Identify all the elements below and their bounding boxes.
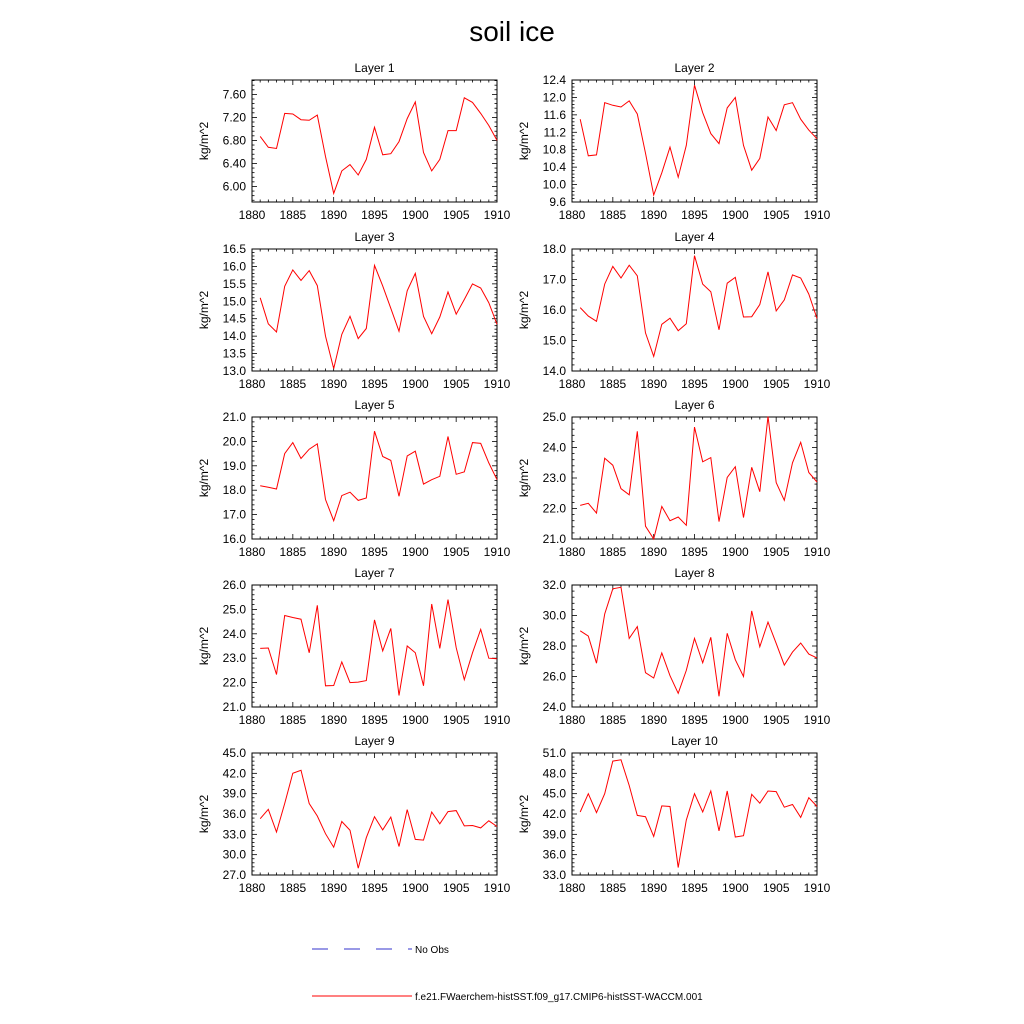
chart-panel bbox=[197, 230, 511, 391]
y-tick-label: 24.0 bbox=[542, 700, 566, 714]
y-tick-label: 33.0 bbox=[222, 827, 246, 842]
x-tick-label: 1910 bbox=[803, 208, 831, 222]
y-axis-label: kg/m^2 bbox=[517, 794, 531, 834]
x-tick-label: 1880 bbox=[238, 377, 266, 391]
x-tick-label: 1895 bbox=[361, 713, 388, 727]
y-tick-label: 16.5 bbox=[222, 242, 246, 256]
panel-title: Layer 3 bbox=[354, 230, 395, 244]
x-tick-label: 1900 bbox=[401, 881, 429, 895]
y-tick-label: 48.0 bbox=[542, 766, 566, 781]
x-tick-label: 1890 bbox=[320, 545, 348, 559]
y-tick-label: 30.0 bbox=[222, 847, 246, 862]
y-tick-label: 18.0 bbox=[222, 483, 246, 498]
series-line bbox=[260, 431, 497, 521]
y-tick-label: 20.0 bbox=[222, 434, 246, 449]
y-tick-label: 6.40 bbox=[222, 156, 246, 171]
series-line bbox=[580, 85, 817, 195]
legend-label-no-obs: No Obs bbox=[415, 945, 449, 956]
y-tick-label: 26.0 bbox=[542, 669, 566, 684]
x-tick-label: 1890 bbox=[320, 377, 348, 391]
y-axis-label: kg/m^2 bbox=[197, 121, 211, 161]
y-tick-label: 16.0 bbox=[222, 259, 246, 274]
x-tick-label: 1905 bbox=[762, 713, 790, 727]
y-tick-label: 18.0 bbox=[542, 242, 566, 256]
panel-title: Layer 10 bbox=[671, 734, 718, 748]
x-tick-label: 1880 bbox=[558, 208, 586, 222]
y-tick-label: 32.0 bbox=[542, 578, 566, 592]
y-tick-label: 16.0 bbox=[222, 532, 246, 546]
x-tick-label: 1890 bbox=[640, 208, 668, 222]
y-tick-label: 42.0 bbox=[542, 807, 566, 821]
y-tick-label: 10.8 bbox=[542, 142, 566, 157]
y-tick-label: 27.0 bbox=[222, 868, 246, 882]
y-tick-label: 12.0 bbox=[542, 90, 566, 105]
y-axis-label: kg/m^2 bbox=[197, 626, 211, 666]
x-tick-label: 1900 bbox=[721, 377, 749, 391]
y-tick-label: 7.20 bbox=[222, 110, 246, 125]
y-axis-label: kg/m^2 bbox=[197, 458, 211, 498]
x-tick-label: 1910 bbox=[483, 545, 511, 559]
y-axis-label: kg/m^2 bbox=[197, 794, 211, 834]
panel-title: Layer 4 bbox=[674, 230, 715, 244]
x-tick-label: 1880 bbox=[238, 881, 266, 895]
x-tick-label: 1890 bbox=[640, 545, 668, 559]
y-tick-label: 17.0 bbox=[222, 507, 246, 522]
x-tick-label: 1900 bbox=[721, 208, 749, 222]
x-tick-label: 1895 bbox=[361, 377, 388, 391]
y-tick-label: 11.2 bbox=[543, 125, 566, 140]
legend-label-model: f.e21.FWaerchem-histSST.f09_g17.CMIP6-histSST-WACCM.001 bbox=[415, 992, 703, 1003]
x-tick-label: 1895 bbox=[681, 881, 708, 895]
y-tick-label: 10.4 bbox=[542, 160, 566, 175]
x-tick-label: 1910 bbox=[803, 881, 831, 895]
y-tick-label: 13.0 bbox=[222, 364, 246, 378]
x-tick-label: 1895 bbox=[681, 377, 708, 391]
x-tick-label: 1880 bbox=[558, 377, 586, 391]
x-tick-label: 1890 bbox=[320, 713, 348, 727]
series-line bbox=[580, 760, 817, 868]
x-tick-label: 1905 bbox=[762, 377, 790, 391]
y-axis-label: kg/m^2 bbox=[517, 626, 531, 666]
y-tick-label: 23.0 bbox=[222, 651, 246, 666]
x-tick-label: 1880 bbox=[558, 881, 586, 895]
y-axis-label: kg/m^2 bbox=[517, 458, 531, 498]
series-line bbox=[260, 600, 497, 696]
plot-frame bbox=[572, 585, 817, 707]
panel-title: Layer 9 bbox=[354, 734, 395, 748]
plot-frame bbox=[572, 417, 817, 539]
y-tick-label: 17.0 bbox=[542, 272, 566, 287]
x-tick-label: 1905 bbox=[442, 545, 470, 559]
y-tick-label: 22.0 bbox=[222, 675, 246, 690]
x-tick-label: 1905 bbox=[762, 545, 790, 559]
y-tick-label: 21.0 bbox=[222, 410, 246, 424]
chart-panel bbox=[517, 734, 831, 895]
x-tick-label: 1885 bbox=[279, 377, 307, 391]
y-tick-label: 21.0 bbox=[222, 700, 246, 714]
y-tick-label: 24.0 bbox=[222, 626, 246, 641]
y-tick-label: 28.0 bbox=[542, 639, 566, 653]
series-line bbox=[260, 770, 497, 868]
y-tick-label: 13.5 bbox=[222, 346, 246, 361]
x-tick-label: 1885 bbox=[599, 377, 627, 391]
y-tick-label: 33.0 bbox=[542, 868, 566, 882]
x-tick-label: 1895 bbox=[361, 881, 388, 895]
y-tick-label: 9.6 bbox=[549, 195, 566, 209]
x-tick-label: 1880 bbox=[238, 208, 266, 222]
x-tick-label: 1885 bbox=[279, 208, 307, 222]
x-tick-label: 1895 bbox=[681, 545, 708, 559]
plot-frame bbox=[252, 80, 497, 202]
x-tick-label: 1910 bbox=[803, 713, 831, 727]
y-tick-label: 42.0 bbox=[222, 766, 246, 781]
series-line bbox=[260, 98, 497, 194]
y-axis-label: kg/m^2 bbox=[517, 290, 531, 330]
x-tick-label: 1885 bbox=[279, 713, 307, 727]
y-tick-label: 45.0 bbox=[222, 746, 246, 760]
x-tick-label: 1880 bbox=[558, 713, 586, 727]
x-tick-label: 1880 bbox=[558, 545, 586, 559]
chart-panel bbox=[517, 61, 831, 222]
x-tick-label: 1910 bbox=[803, 377, 831, 391]
plot-frame bbox=[572, 249, 817, 371]
y-tick-label: 26.0 bbox=[222, 578, 246, 592]
y-tick-label: 23.0 bbox=[542, 471, 566, 485]
x-tick-label: 1910 bbox=[803, 545, 831, 559]
x-tick-label: 1905 bbox=[442, 713, 470, 727]
x-tick-label: 1910 bbox=[483, 881, 511, 895]
x-tick-label: 1890 bbox=[320, 881, 348, 895]
y-tick-label: 16.0 bbox=[542, 303, 566, 317]
y-tick-label: 22.0 bbox=[542, 501, 566, 516]
x-tick-label: 1885 bbox=[599, 881, 627, 895]
y-tick-label: 15.5 bbox=[222, 276, 246, 291]
x-tick-label: 1890 bbox=[640, 377, 668, 391]
y-tick-label: 36.0 bbox=[542, 847, 566, 862]
y-tick-label: 15.0 bbox=[222, 294, 246, 309]
x-tick-label: 1885 bbox=[599, 208, 627, 222]
y-tick-label: 36.0 bbox=[222, 807, 246, 821]
x-tick-label: 1910 bbox=[483, 208, 511, 222]
chart-panel bbox=[517, 398, 831, 559]
y-tick-label: 15.0 bbox=[542, 333, 566, 348]
x-tick-label: 1910 bbox=[483, 377, 511, 391]
chart-panel bbox=[517, 230, 831, 391]
x-tick-label: 1890 bbox=[640, 881, 668, 895]
y-tick-label: 25.0 bbox=[222, 602, 246, 617]
y-tick-label: 21.0 bbox=[542, 532, 566, 546]
plot-frame bbox=[572, 80, 817, 202]
x-tick-label: 1895 bbox=[361, 545, 388, 559]
panel-title: Layer 1 bbox=[354, 61, 395, 75]
y-tick-label: 39.0 bbox=[542, 827, 566, 842]
y-tick-label: 11.6 bbox=[543, 107, 566, 122]
x-tick-label: 1885 bbox=[599, 713, 627, 727]
y-tick-label: 24.0 bbox=[542, 440, 566, 455]
series-line bbox=[580, 256, 817, 357]
y-tick-label: 45.0 bbox=[542, 786, 566, 801]
y-tick-label: 6.80 bbox=[222, 133, 246, 148]
x-tick-label: 1900 bbox=[401, 377, 429, 391]
x-tick-label: 1880 bbox=[238, 545, 266, 559]
series-line bbox=[580, 416, 817, 539]
x-tick-label: 1900 bbox=[721, 545, 749, 559]
x-tick-label: 1910 bbox=[483, 713, 511, 727]
plot-frame bbox=[252, 585, 497, 707]
chart-panel bbox=[197, 566, 511, 727]
y-tick-label: 14.0 bbox=[222, 329, 246, 344]
plot-frame bbox=[572, 753, 817, 875]
x-tick-label: 1900 bbox=[401, 208, 429, 222]
plot-frame bbox=[252, 753, 497, 875]
chart-panel bbox=[197, 734, 511, 895]
y-tick-label: 51.0 bbox=[542, 746, 566, 760]
y-axis-label: kg/m^2 bbox=[517, 121, 531, 161]
x-tick-label: 1905 bbox=[762, 881, 790, 895]
panel-title: Layer 2 bbox=[674, 61, 715, 75]
chart-panel bbox=[197, 398, 511, 559]
y-tick-label: 39.0 bbox=[222, 786, 246, 801]
y-tick-label: 12.4 bbox=[542, 73, 566, 87]
x-tick-label: 1900 bbox=[401, 713, 429, 727]
series-line bbox=[580, 587, 817, 696]
panel-title: Layer 5 bbox=[354, 398, 395, 412]
series-line bbox=[260, 265, 497, 368]
panel-title: Layer 8 bbox=[674, 566, 715, 580]
y-tick-label: 10.0 bbox=[542, 177, 566, 192]
y-tick-label: 14.5 bbox=[222, 311, 246, 326]
x-tick-label: 1895 bbox=[361, 208, 388, 222]
y-tick-label: 25.0 bbox=[542, 410, 566, 424]
y-tick-label: 30.0 bbox=[542, 608, 566, 623]
y-tick-label: 6.00 bbox=[222, 179, 246, 194]
x-tick-label: 1895 bbox=[681, 713, 708, 727]
x-tick-label: 1900 bbox=[721, 881, 749, 895]
chart-panel bbox=[517, 566, 831, 727]
panel-title: Layer 6 bbox=[674, 398, 715, 412]
y-tick-label: 14.0 bbox=[542, 364, 566, 378]
x-tick-label: 1885 bbox=[599, 545, 627, 559]
x-tick-label: 1890 bbox=[320, 208, 348, 222]
chart-panel bbox=[197, 61, 511, 222]
x-tick-label: 1890 bbox=[640, 713, 668, 727]
x-tick-label: 1885 bbox=[279, 545, 307, 559]
x-tick-label: 1900 bbox=[721, 713, 749, 727]
x-tick-label: 1905 bbox=[442, 881, 470, 895]
panel-title: Layer 7 bbox=[354, 566, 395, 580]
x-tick-label: 1900 bbox=[401, 545, 429, 559]
x-tick-label: 1905 bbox=[442, 208, 470, 222]
page-title: soil ice bbox=[469, 16, 555, 47]
x-tick-label: 1880 bbox=[238, 713, 266, 727]
y-tick-label: 7.60 bbox=[222, 87, 246, 102]
x-tick-label: 1905 bbox=[762, 208, 790, 222]
y-axis-label: kg/m^2 bbox=[197, 290, 211, 330]
x-tick-label: 1905 bbox=[442, 377, 470, 391]
x-tick-label: 1895 bbox=[681, 208, 708, 222]
x-tick-label: 1885 bbox=[279, 881, 307, 895]
y-tick-label: 19.0 bbox=[222, 458, 246, 473]
